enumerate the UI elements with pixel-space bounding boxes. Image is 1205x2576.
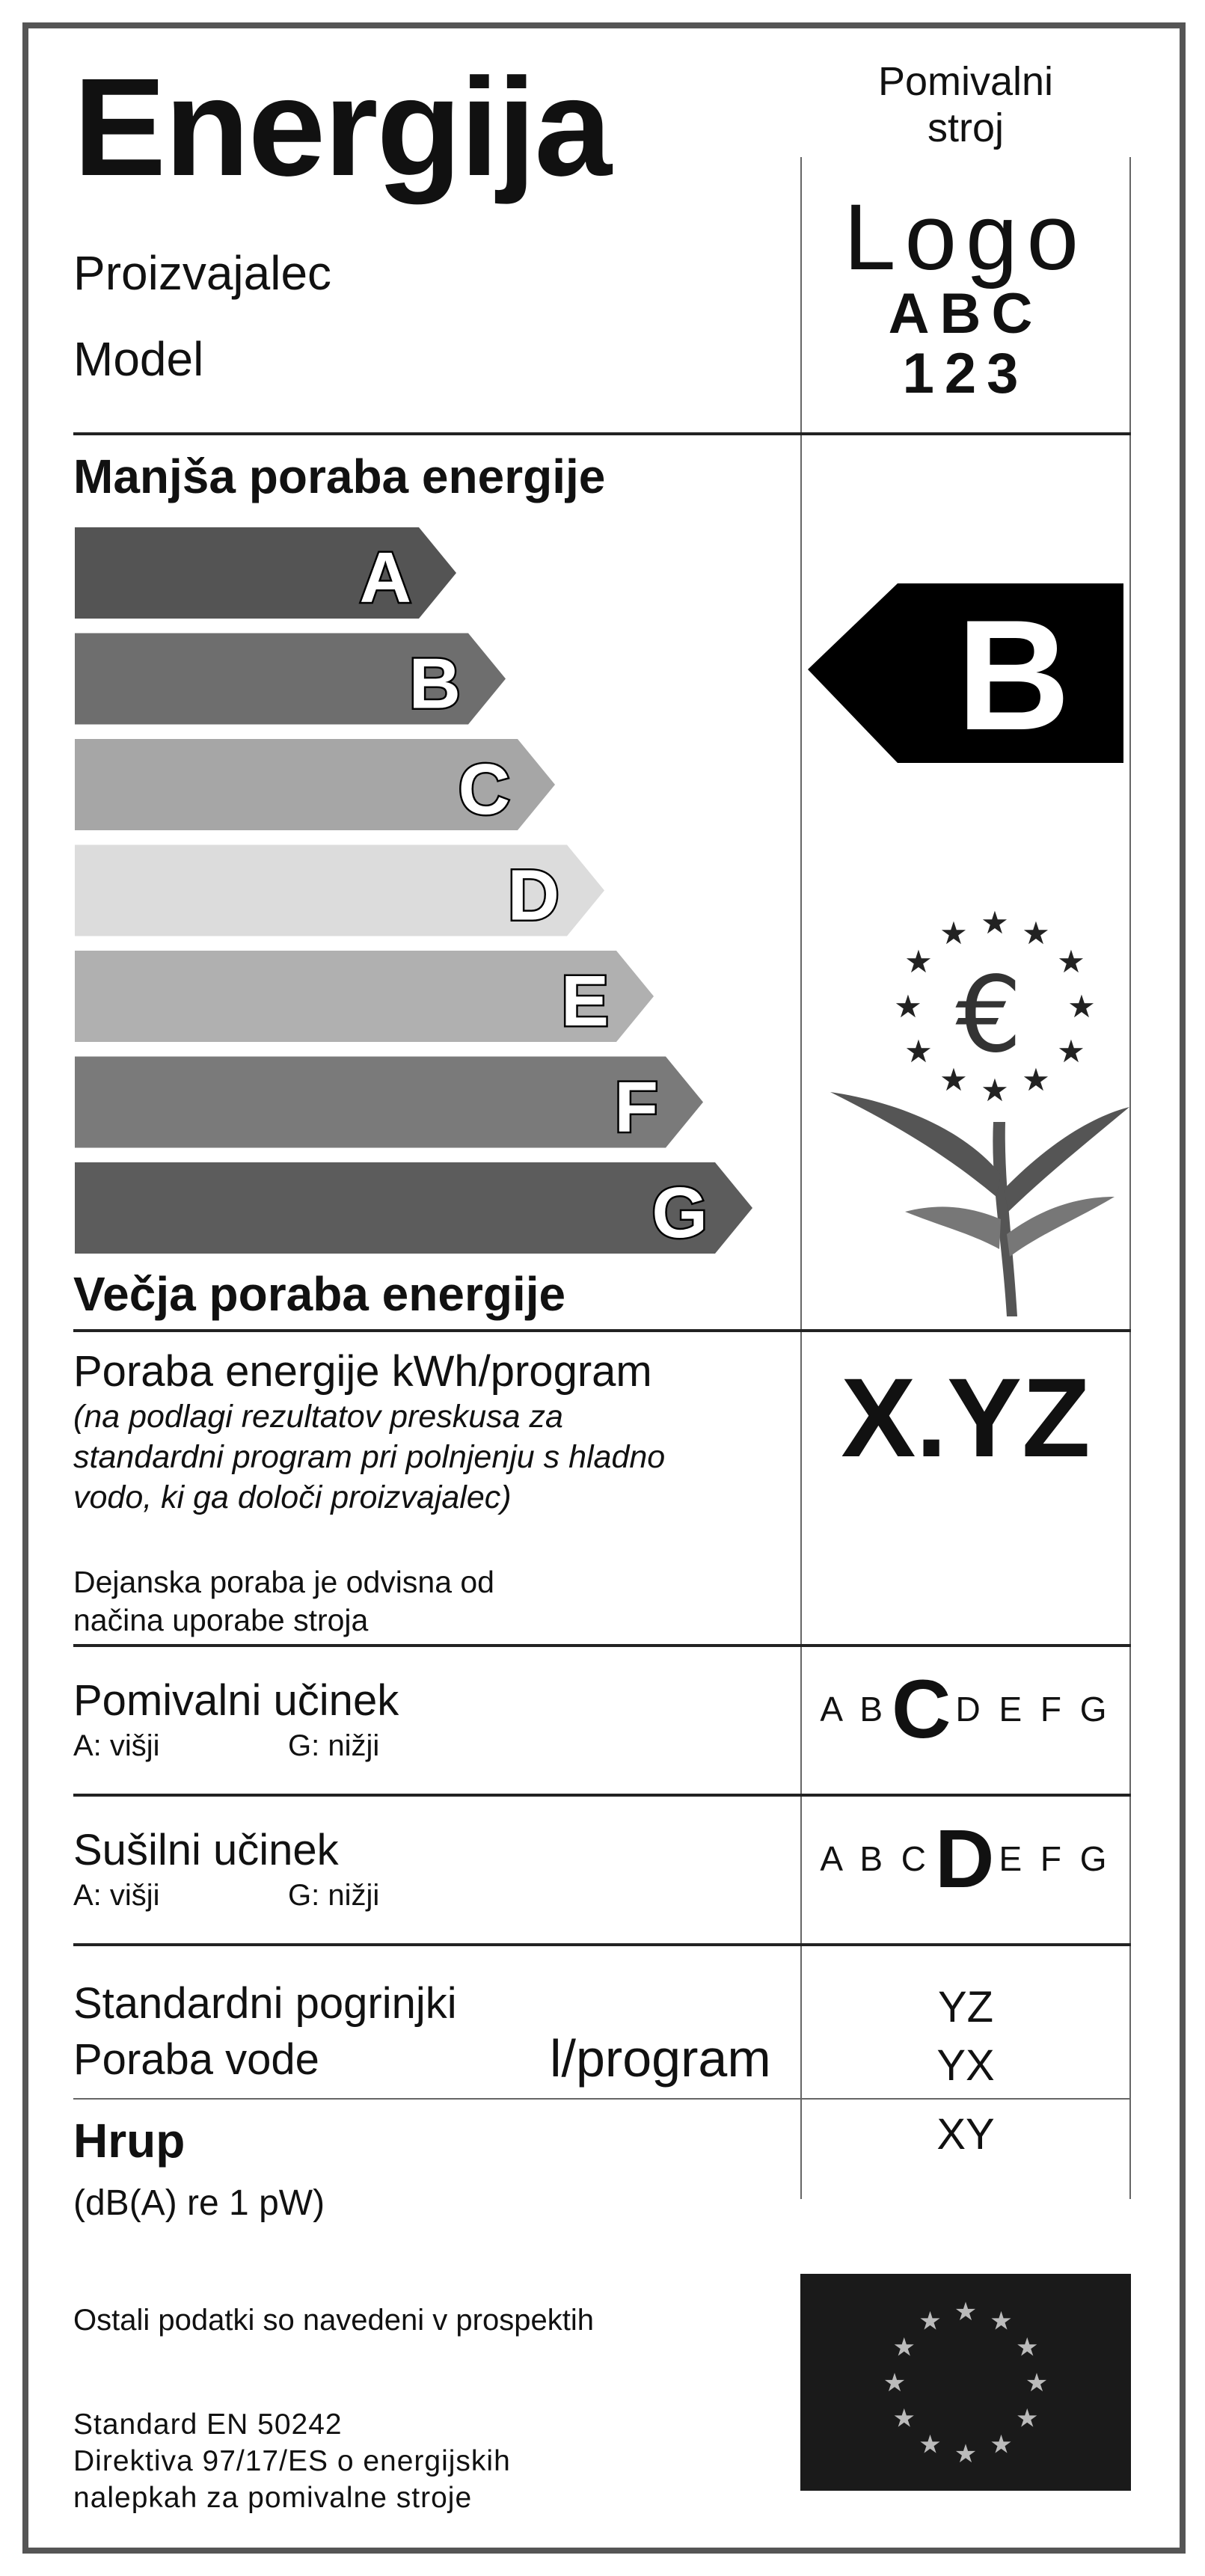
energy-class-arrow-f (75, 1057, 703, 1148)
settings-label: Standardni pogrinjki (73, 1979, 457, 2028)
noise-value: XY (936, 2110, 995, 2159)
svg-text:★: ★ (939, 1061, 968, 1098)
svg-text:★: ★ (1057, 943, 1085, 980)
eu-star: ★ (954, 2297, 978, 2327)
divider-washing (73, 1794, 1131, 1797)
consumption-note: (na podlagi rezultatov preskusa za standardni program pri polnjenju s hladno vodo, ki ga določi proizvajalec) (73, 1399, 666, 1515)
eco-flower-icon (830, 898, 1129, 1324)
rating-arrow (800, 576, 1131, 770)
supplier-logo: Logo ABC 123 (843, 185, 1088, 405)
other-info-note: Ostali podatki so navedeni v prospektih (73, 2304, 594, 2337)
consumption-value: X.YZ (841, 1355, 1091, 1480)
rating-letter: B (957, 587, 1070, 763)
eu-star: ★ (1016, 2332, 1039, 2363)
drying-grade: A B C D E F G (820, 1812, 1112, 1905)
energy-class-arrow-g (75, 1162, 752, 1254)
water-unit: l/program (550, 2029, 771, 2088)
washing-g-text: G: nižji (288, 1729, 380, 1762)
label-title: Energija (73, 50, 610, 205)
divider-scale (73, 1329, 1131, 1332)
energy-class-letter-e: E (560, 961, 609, 1041)
eu-star: ★ (919, 2306, 942, 2337)
product-type: Pomivalni stroj (877, 59, 1054, 151)
eu-star: ★ (883, 2368, 907, 2398)
settings-value: YZ (937, 1983, 994, 2031)
svg-text:★: ★ (904, 1033, 933, 1070)
energy-class-letter-f: F (614, 1067, 658, 1147)
energy-class-letter-b: B (408, 643, 461, 724)
energy-class-letter-g: G (651, 1173, 708, 1253)
svg-text:★: ★ (939, 915, 968, 951)
svg-text:★: ★ (904, 943, 933, 980)
svg-text:★: ★ (1022, 1061, 1050, 1098)
divider-drying (73, 1943, 1131, 1946)
eu-star: ★ (892, 2403, 916, 2434)
svg-text:★: ★ (1057, 1033, 1085, 1070)
drying-a-text: A: višji (73, 1879, 160, 1912)
eu-star: ★ (1016, 2403, 1039, 2434)
svg-text:€: € (955, 954, 1022, 1076)
water-value: YX (936, 2041, 995, 2090)
scale-top-label: Manjša poraba energije (73, 450, 606, 503)
eu-star: ★ (990, 2429, 1013, 2460)
washing-grade: A B C D E F G (820, 1663, 1112, 1755)
eu-star: ★ (919, 2429, 942, 2460)
svg-text:★: ★ (894, 988, 922, 1025)
drying-g-text: G: nižji (288, 1879, 380, 1912)
drying-label: Sušilni učinek (73, 1826, 339, 1874)
eu-star: ★ (1025, 2368, 1049, 2398)
standard-directive-text: Standard EN 50242 Direktiva 97/17/ES o energijskih nalepkah za pomivalne stroje (73, 2408, 511, 2514)
svg-text:★: ★ (981, 1072, 1009, 1108)
water-label: Poraba vode (73, 2035, 319, 2084)
consumption-label: Poraba energije kWh/program (73, 1347, 652, 1396)
energy-class-letter-a: A (359, 538, 411, 618)
manufacturer-label: Proizvajalec (73, 246, 332, 300)
svg-text:★: ★ (1022, 915, 1050, 951)
svg-text:★: ★ (1067, 988, 1096, 1025)
scale-bottom-label: Večja poraba energije (73, 1267, 566, 1321)
energy-class-letter-d: D (507, 855, 559, 936)
svg-text:★: ★ (981, 904, 1009, 941)
washing-a-text: A: višji (73, 1729, 160, 1762)
model-label: Model (73, 332, 204, 386)
divider-water (73, 2098, 1131, 2100)
eu-star: ★ (990, 2306, 1013, 2337)
washing-label: Pomivalni učinek (73, 1676, 399, 1725)
eu-star: ★ (954, 2439, 978, 2469)
energy-class-letter-c: C (458, 749, 510, 829)
noise-label: Hrup (73, 2114, 185, 2168)
eu-star: ★ (892, 2332, 916, 2363)
actual-consumption-note: Dejanska poraba je odvisna od načina uporabe stroja (73, 1565, 494, 1638)
divider-consumption (73, 1644, 1131, 1647)
noise-unit: (dB(A) re 1 pW) (73, 2183, 325, 2223)
eu-flag-icon (800, 2274, 1131, 2491)
